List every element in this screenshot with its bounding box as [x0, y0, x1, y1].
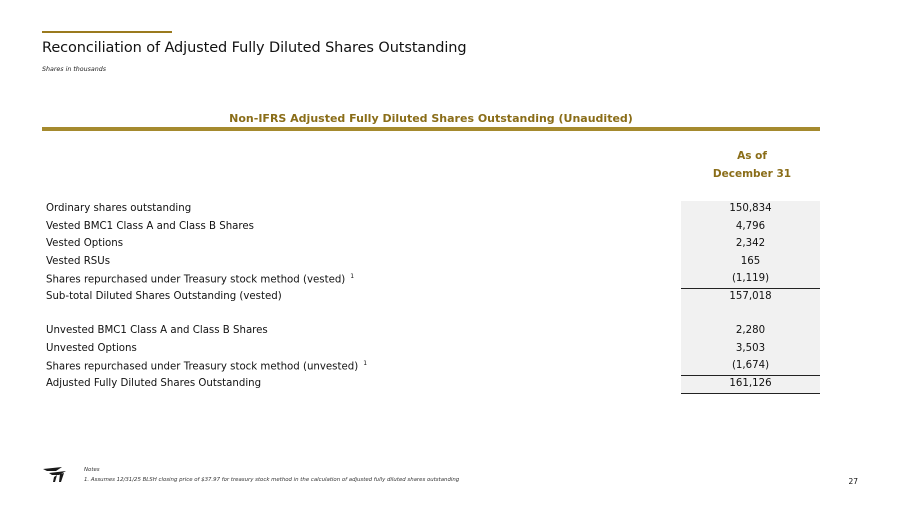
page-subtitle: Shares in thousands: [42, 66, 107, 73]
column-header-line2: December 31: [712, 168, 792, 180]
row-label-text: Shares repurchased under Treasury stock method (vested): [46, 274, 346, 286]
row-label: Ordinary shares outstanding: [46, 203, 192, 214]
row-value: 157,018: [729, 291, 772, 302]
column-header: [684, 147, 820, 183]
row-label-text: Shares repurchased under Treasury stock method (unvested): [46, 361, 359, 373]
row-label: Adjusted Fully Diluted Shares Outstanding: [46, 378, 262, 389]
row-value: 4,796: [735, 221, 766, 232]
page-number: 27: [848, 477, 858, 486]
table-title-rule: [42, 127, 820, 131]
row-label: Vested RSUs: [46, 256, 111, 267]
table-row: [42, 323, 820, 341]
row-value: 150,834: [729, 203, 772, 214]
footnote-marker: 1: [350, 273, 355, 280]
row-label: Unvested BMC1 Class A and Class B Shares: [46, 325, 268, 336]
company-logo-icon: [42, 465, 72, 483]
notes-label: Notes: [84, 467, 100, 473]
column-header-line1: As of: [737, 150, 767, 162]
table-row: [42, 201, 820, 219]
row-value: 161,126: [729, 378, 772, 389]
table-row: [42, 236, 820, 254]
table-row-subtotal: [42, 289, 820, 307]
row-value: 165: [740, 256, 761, 267]
footnote-marker: 1: [363, 360, 368, 367]
row-value: (1,674): [731, 360, 770, 371]
row-value: 2,342: [735, 238, 766, 249]
row-label: Sub-total Diluted Shares Outstanding (vested): [46, 291, 282, 302]
footnote-1: 1. Assumes 12/31/25 BLSH closing price of $37.97 for treasury stock method in the calculation of adjusted fully diluted shares outstanding: [84, 477, 460, 483]
row-label: Vested BMC1 Class A and Class B Shares: [46, 221, 254, 232]
row-value: 3,503: [735, 343, 766, 354]
page-title: Reconciliation of Adjusted Fully Diluted Shares Outstanding: [42, 40, 467, 56]
row-value: (1,119): [731, 273, 770, 284]
table-row: [42, 254, 820, 272]
table-title: Non-IFRS Adjusted Fully Diluted Shares Outstanding (Unaudited): [229, 112, 633, 125]
total-rule-bottom: [681, 393, 820, 394]
table-row: [42, 219, 820, 237]
table-row: [42, 271, 820, 289]
table-row: [42, 341, 820, 359]
row-value: 2,280: [735, 325, 766, 336]
row-label: [46, 360, 367, 372]
row-label: Unvested Options: [46, 343, 137, 354]
top-accent-rule: [42, 31, 172, 33]
row-label: [46, 273, 354, 285]
row-label: Vested Options: [46, 238, 124, 249]
table-row: [42, 358, 820, 376]
table-row-total: [42, 376, 820, 394]
